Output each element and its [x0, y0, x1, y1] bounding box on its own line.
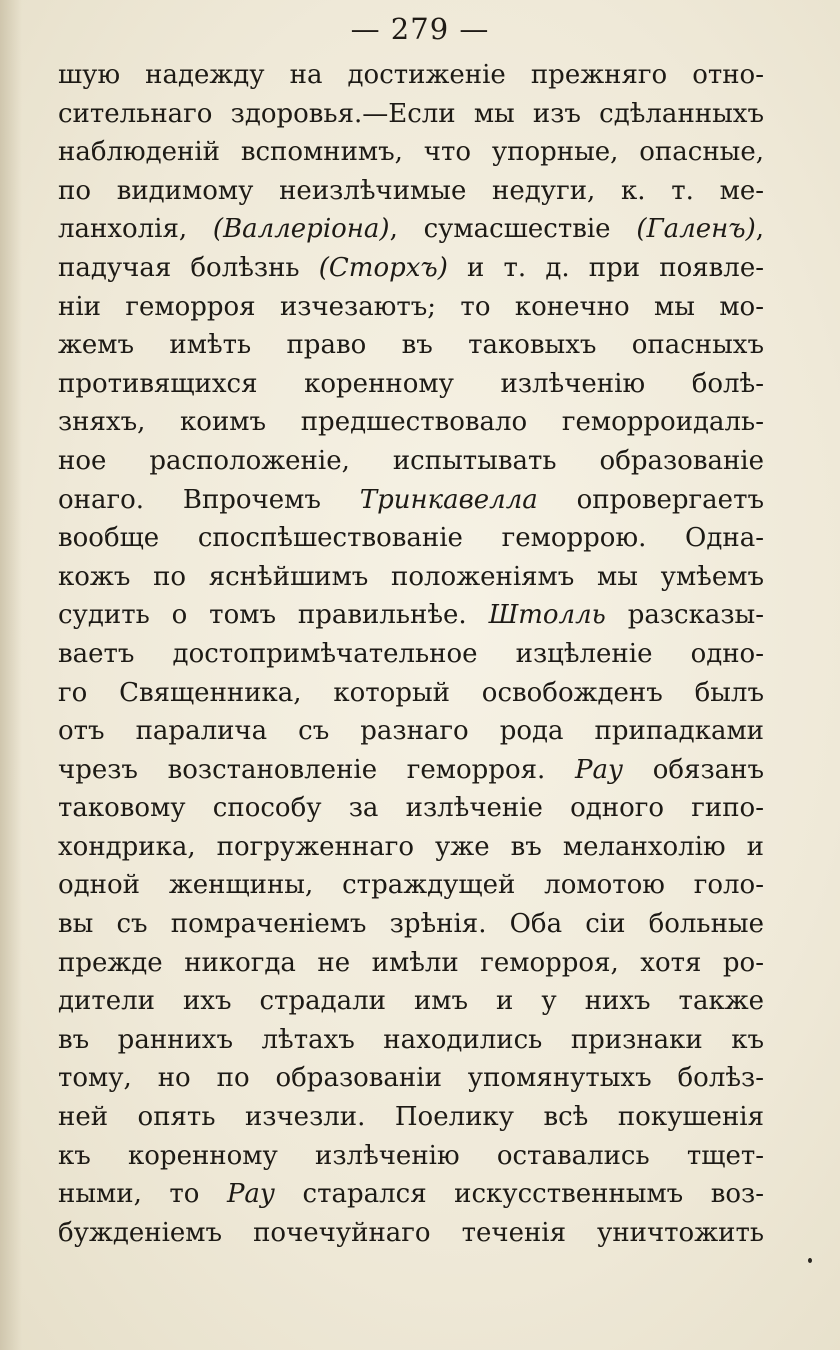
text-line [58, 674, 764, 713]
text-run: вообще споспѣшествованіе геморрою. Одна- [58, 523, 764, 554]
italic-name: (Галенъ) [636, 214, 756, 245]
text-run: судить о томъ правильнѣе. [58, 600, 489, 631]
text-run: хондрика, погруженнаго уже въ меланхолію и [58, 831, 764, 862]
text-line [58, 288, 764, 327]
text-line [58, 1098, 764, 1137]
text-line [58, 635, 764, 674]
text-line [58, 1175, 764, 1214]
text-run: ваетъ достопримѣчательное изцѣленіе одно- [58, 638, 764, 669]
text-line [58, 1021, 764, 1060]
text-run: ніи геморроя изчезаютъ; то конечно мы мо- [58, 291, 764, 322]
text-run: , [755, 214, 764, 245]
text-line [58, 56, 764, 95]
text-run: наблюденій вспомнимъ, что упорные, опасные, [58, 137, 764, 168]
text-line [58, 95, 764, 134]
text-run: , сумасшествіе [389, 214, 637, 245]
text-run: таковому способу за излѣченіе одного гипо- [58, 793, 764, 824]
text-run: къ коренному излѣченію оставались тщет- [58, 1140, 764, 1171]
text-line [58, 944, 764, 983]
italic-name: Штолль [488, 600, 606, 631]
text-run: тому, но по образованіи упомянутыхъ болѣз- [58, 1063, 764, 1094]
text-run: ное расположеніе, испытывать образованіе [58, 445, 764, 476]
text-line [58, 712, 764, 751]
text-run: сительнаго здоровья.—Если мы изъ сдѣланныхъ [58, 98, 764, 129]
text-line [58, 558, 764, 597]
text-run: ней опять изчезли. Поелику всѣ покушенія [58, 1102, 764, 1133]
text-line [58, 1214, 764, 1253]
text-run: разсказы- [605, 600, 764, 631]
text-run: онаго. Впрочемъ [58, 484, 360, 515]
text-run: старался искусственнымъ воз- [275, 1179, 764, 1210]
text-run: кожъ по яснѣйшимъ положеніямъ мы умѣемъ [58, 561, 764, 592]
italic-name: (Валлеріона) [212, 214, 390, 245]
text-line [58, 172, 764, 211]
text-line [58, 249, 764, 288]
text-line [58, 326, 764, 365]
text-run: бужденіемъ почечуйнаго теченія уничтожить [58, 1217, 764, 1248]
text-run: жемъ имѣть право въ таковыхъ опасныхъ [58, 330, 764, 361]
italic-name: Рау [226, 1179, 276, 1210]
text-line [58, 596, 764, 635]
text-run: шую надежду на достиженіе прежняго отно- [58, 60, 764, 90]
text-run: падучая болѣзнь [58, 252, 319, 283]
text-line [58, 481, 764, 520]
italic-name: Тринкавелла [359, 484, 538, 515]
text-run: прежде никогда не имѣли геморроя, хотя ро- [58, 947, 764, 978]
text-line [58, 1059, 764, 1098]
text-line [58, 789, 764, 828]
page-gutter-shadow [0, 0, 22, 1350]
italic-name: Рау [574, 754, 624, 785]
page-number: — 279 — [350, 12, 490, 46]
text-line [58, 133, 764, 172]
text-run: обязанъ [623, 754, 764, 785]
text-run: противящихся коренному излѣченію болѣ- [58, 368, 764, 399]
text-line [58, 751, 764, 790]
body-text [58, 56, 764, 1252]
text-line [58, 442, 764, 481]
text-run: зняхъ, коимъ предшествовало геморроидаль- [58, 407, 764, 438]
text-line [58, 1137, 764, 1176]
text-line [58, 365, 764, 404]
text-run: и т. д. при появле- [447, 252, 764, 283]
paper-speck [808, 1258, 812, 1263]
text-run: вы съ помраченіемъ зрѣнія. Оба сіи больные [58, 909, 764, 940]
text-run: отъ паралича съ разнаго рода припадками [58, 716, 764, 747]
text-run: опровергаетъ [537, 484, 764, 515]
text-run: одной женщины, страждущей ломотою голо- [58, 870, 764, 901]
text-run: дители ихъ страдали имъ и у нихъ также [58, 986, 764, 1017]
text-run: ными, то [58, 1179, 227, 1210]
text-line [58, 210, 764, 249]
text-run: чрезъ возстановленіе геморроя. [58, 754, 575, 785]
text-run: по видимому неизлѣчимые недуги, к. т. ме- [58, 175, 764, 206]
text-run: въ раннихъ лѣтахъ находились признаки къ [58, 1024, 764, 1055]
text-run: го Священника, который освобожденъ былъ [58, 677, 764, 708]
italic-name: (Сторхъ) [318, 252, 448, 283]
text-line [58, 519, 764, 558]
text-line [58, 828, 764, 867]
text-line [58, 866, 764, 905]
text-line [58, 982, 764, 1021]
text-line [58, 905, 764, 944]
text-line [58, 403, 764, 442]
text-run: ланхолія, [58, 214, 213, 245]
